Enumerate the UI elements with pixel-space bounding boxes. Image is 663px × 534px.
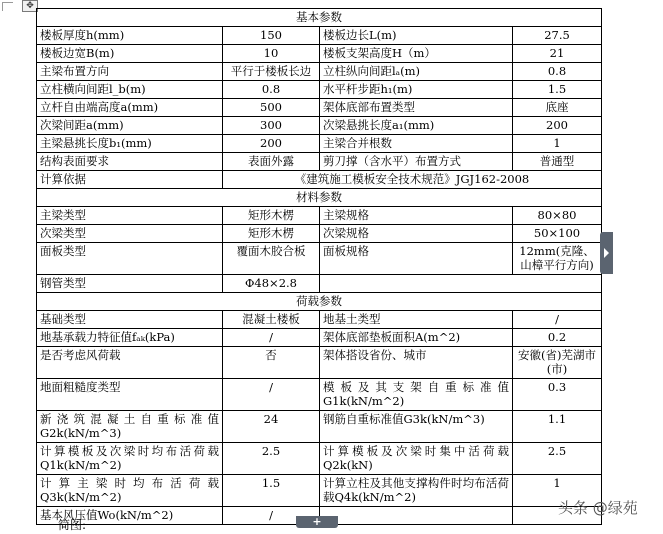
param-label: 架体搭设省份、城市 — [320, 347, 513, 379]
param-label: 次梁间距a(mm) — [37, 117, 223, 135]
table-row — [37, 153, 602, 171]
param-label: 剪刀撑（含水平）布置方式 — [320, 153, 513, 171]
table-row — [37, 347, 602, 379]
param-label: 地面粗糙度类型 — [37, 379, 223, 411]
corner-crop-mark — [2, 2, 13, 11]
param-value: 底座 — [513, 99, 602, 117]
param-label: 面板类型 — [37, 243, 223, 275]
add-row-button[interactable]: + — [296, 516, 338, 528]
section-title-load-row — [37, 293, 602, 311]
param-label: 地基土类型 — [320, 311, 513, 329]
param-value: 0.8 — [513, 63, 602, 81]
param-label: 结构表面要求 — [37, 153, 223, 171]
param-value: 2.5 — [223, 443, 320, 475]
table-row — [37, 207, 602, 225]
param-value: / — [513, 311, 602, 329]
param-label: 计算模板及次梁时集中活荷载Q2k(kN) — [320, 443, 513, 475]
param-label: 主梁规格 — [320, 207, 513, 225]
table-row — [37, 135, 602, 153]
param-label: 面板规格 — [320, 243, 513, 275]
section-title-material-row — [37, 189, 602, 207]
param-value: 覆面木胶合板 — [223, 243, 320, 275]
table-row — [37, 443, 602, 475]
param-label: 新浇筑混凝土自重标准值G2k(kN/m^3) — [37, 411, 223, 443]
param-value: 0.8 — [223, 81, 320, 99]
table-row — [37, 27, 602, 45]
param-label: 模板及其支架自重标准值G1k(kN/m^2) — [320, 379, 513, 411]
param-label: 水平杆步距h₁(m) — [320, 81, 513, 99]
param-value: 200 — [223, 135, 320, 153]
section-title-load: 荷载参数 — [37, 293, 602, 311]
param-value: 50×100 — [513, 225, 602, 243]
param-value: 10 — [223, 45, 320, 63]
param-value: 1.5 — [223, 475, 320, 507]
table-row — [37, 63, 602, 81]
table-row — [37, 81, 602, 99]
table-row — [37, 275, 602, 293]
param-value: / — [223, 329, 320, 347]
param-label: 主梁类型 — [37, 207, 223, 225]
param-label: 钢筋自重标准值G3k(kN/m^3) — [320, 411, 513, 443]
param-value: 0.3 — [513, 379, 602, 411]
param-label: 立柱纵向间距lₐ(m) — [320, 63, 513, 81]
param-label: 楼板厚度h(mm) — [37, 27, 223, 45]
table-row — [37, 311, 602, 329]
section-title-basic-row — [37, 9, 602, 27]
table-row — [37, 117, 602, 135]
param-value: Φ48×2.8 — [223, 275, 320, 293]
param-value: 21 — [513, 45, 602, 63]
param-label: 计算主梁时均布活荷载Q3k(kN/m^2) — [37, 475, 223, 507]
param-label: 楼板边宽B(m) — [37, 45, 223, 63]
param-label: 架体底部垫板面积A(m^2) — [320, 329, 513, 347]
empty-cell — [320, 275, 602, 293]
param-value: 安徽(省)芜湖市(市) — [513, 347, 602, 379]
param-label: 架体底部布置类型 — [320, 99, 513, 117]
param-label: 立杆自由端高度a(mm) — [37, 99, 223, 117]
table-row — [37, 475, 602, 507]
param-value: 27.5 — [513, 27, 602, 45]
param-label: 楼板边长L(m) — [320, 27, 513, 45]
param-value: 平行于楼板长边 — [223, 63, 320, 81]
param-value: 普通型 — [513, 153, 602, 171]
table-row — [37, 329, 602, 347]
param-value: 混凝土楼板 — [223, 311, 320, 329]
param-value: 矩形木楞 — [223, 207, 320, 225]
expand-right-arrow-icon[interactable] — [600, 232, 613, 274]
param-label: 主梁合并根数 — [320, 135, 513, 153]
table-row — [37, 379, 602, 411]
param-label: 次梁类型 — [37, 225, 223, 243]
table-row — [37, 99, 602, 117]
param-value: 200 — [513, 117, 602, 135]
section-title-basic: 基本参数 — [37, 9, 602, 27]
param-value: 矩形木楞 — [223, 225, 320, 243]
table-row — [37, 45, 602, 63]
param-value: 500 — [223, 99, 320, 117]
table-row — [37, 243, 602, 275]
table-row — [37, 225, 602, 243]
watermark: 头条 @绿苑 — [558, 499, 638, 517]
basis-value: 《建筑施工模板安全技术规范》JGJ162-2008 — [223, 171, 602, 189]
param-value: / — [223, 379, 320, 411]
param-label: 次梁悬挑长度a₁(mm) — [320, 117, 513, 135]
param-label: 立柱横向间距l_b(m) — [37, 81, 223, 99]
param-value: 300 — [223, 117, 320, 135]
table-move-handle-icon[interactable]: ✥ — [22, 0, 38, 12]
param-value: 80×80 — [513, 207, 602, 225]
param-value: 0.2 — [513, 329, 602, 347]
basis-label: 计算依据 — [37, 171, 223, 189]
param-label: 基本风压值Wo(kN/m^2) — [37, 507, 223, 525]
param-label: 次梁规格 — [320, 225, 513, 243]
param-value: 1.1 — [513, 411, 602, 443]
param-label: 主梁悬挑长度b₁(mm) — [37, 135, 223, 153]
param-label: 楼板支架高度H（m） — [320, 45, 513, 63]
parameter-table — [36, 8, 602, 525]
param-value: / — [223, 507, 320, 525]
param-value: 否 — [223, 347, 320, 379]
section-title-material: 材料参数 — [37, 189, 602, 207]
param-value: 表面外露 — [223, 153, 320, 171]
table-row — [37, 171, 602, 189]
param-label: 钢管类型 — [37, 275, 223, 293]
param-label: 计算立柱及其他支撑构件时均布活荷载Q4k(kN/m^2) — [320, 475, 513, 507]
param-value: 1 — [513, 135, 602, 153]
param-value: 1.5 — [513, 81, 602, 99]
param-label: 计算模板及次梁时均布活荷载Q1k(kN/m^2) — [37, 443, 223, 475]
param-value: 1 — [513, 475, 602, 507]
param-value: 24 — [223, 411, 320, 443]
param-label: 基础类型 — [37, 311, 223, 329]
param-label — [320, 507, 513, 525]
param-value: 150 — [223, 27, 320, 45]
param-value: 12mm(克隆、山樟平行方向) — [513, 243, 602, 275]
param-value: 2.5 — [513, 443, 602, 475]
sketch-label: 简图: — [58, 518, 87, 532]
table-row — [37, 411, 602, 443]
param-label: 是否考虑风荷载 — [37, 347, 223, 379]
param-label: 地基承载力特征值fₐₖ(kPa) — [37, 329, 223, 347]
param-label: 主梁布置方向 — [37, 63, 223, 81]
